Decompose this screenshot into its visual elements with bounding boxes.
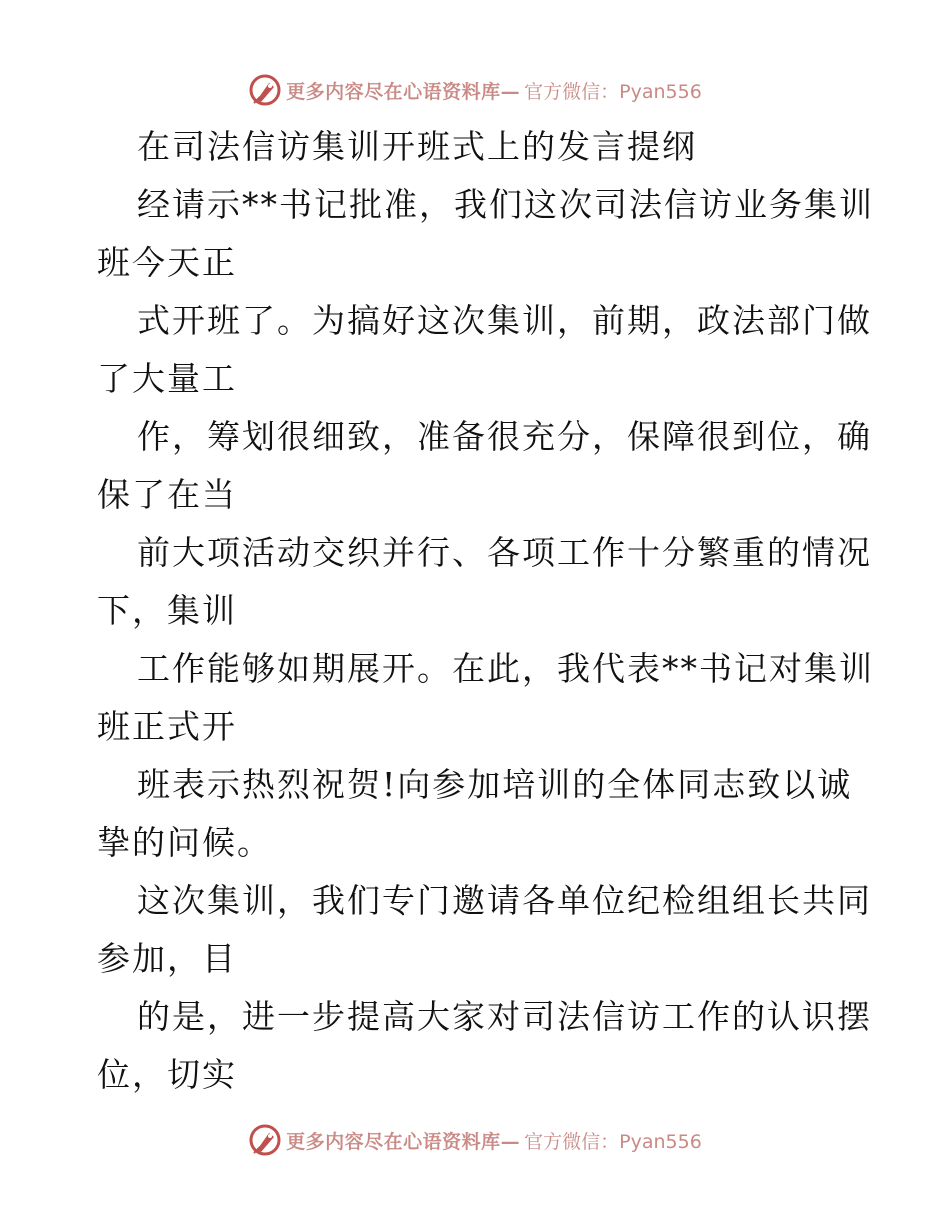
- watermark-promo-text: 更多内容尽在心语资料库—: [286, 80, 521, 103]
- text-line: 工作能够如期展开。在此，我代表**书记对集训: [137, 649, 874, 688]
- text-line: 班正式开: [97, 707, 237, 746]
- text-line: 位，切实: [97, 1055, 237, 1094]
- text-line: 了大量工: [97, 359, 237, 398]
- watermark-banner-bottom: [0, 1120, 950, 1160]
- document-body: [97, 118, 874, 1104]
- text-line: 这次集训，我们专门邀请各单位纪检组组长共同: [137, 881, 872, 920]
- document-title: 在司法信访集训开班式上的发言提纲: [137, 127, 697, 166]
- text-line: 作，筹划很细致，准备很充分，保障很到位，确: [137, 417, 872, 456]
- text-line: 保了在当: [97, 475, 237, 514]
- watermark-contact-text: 官方微信：Pyan556: [524, 80, 702, 103]
- text-line: 班表示热烈祝贺!向参加培训的全体同志致以诚: [137, 765, 853, 804]
- text-line: 式开班了。为搞好这次集训，前期，政法部门做: [137, 301, 872, 340]
- watermark-banner-top: [0, 70, 950, 110]
- watermark-contact-text: 官方微信：Pyan556: [524, 1130, 702, 1153]
- text-line: 前大项活动交织并行、各项工作十分繁重的情况: [137, 533, 872, 572]
- text-line: 班今天正: [97, 243, 237, 282]
- text-line: 下，集训: [97, 591, 237, 630]
- text-line: 挚的问候。: [97, 823, 272, 862]
- text-line: 的是，进一步提高大家对司法信访工作的认识摆: [137, 997, 872, 1036]
- pen-nib-logo-icon: [248, 73, 282, 107]
- watermark-promo-text: 更多内容尽在心语资料库—: [286, 1130, 521, 1153]
- text-line: 经请示**书记批准，我们这次司法信访业务集训: [137, 185, 874, 224]
- text-line: 参加，目: [97, 939, 237, 978]
- pen-nib-logo-icon: [248, 1123, 282, 1157]
